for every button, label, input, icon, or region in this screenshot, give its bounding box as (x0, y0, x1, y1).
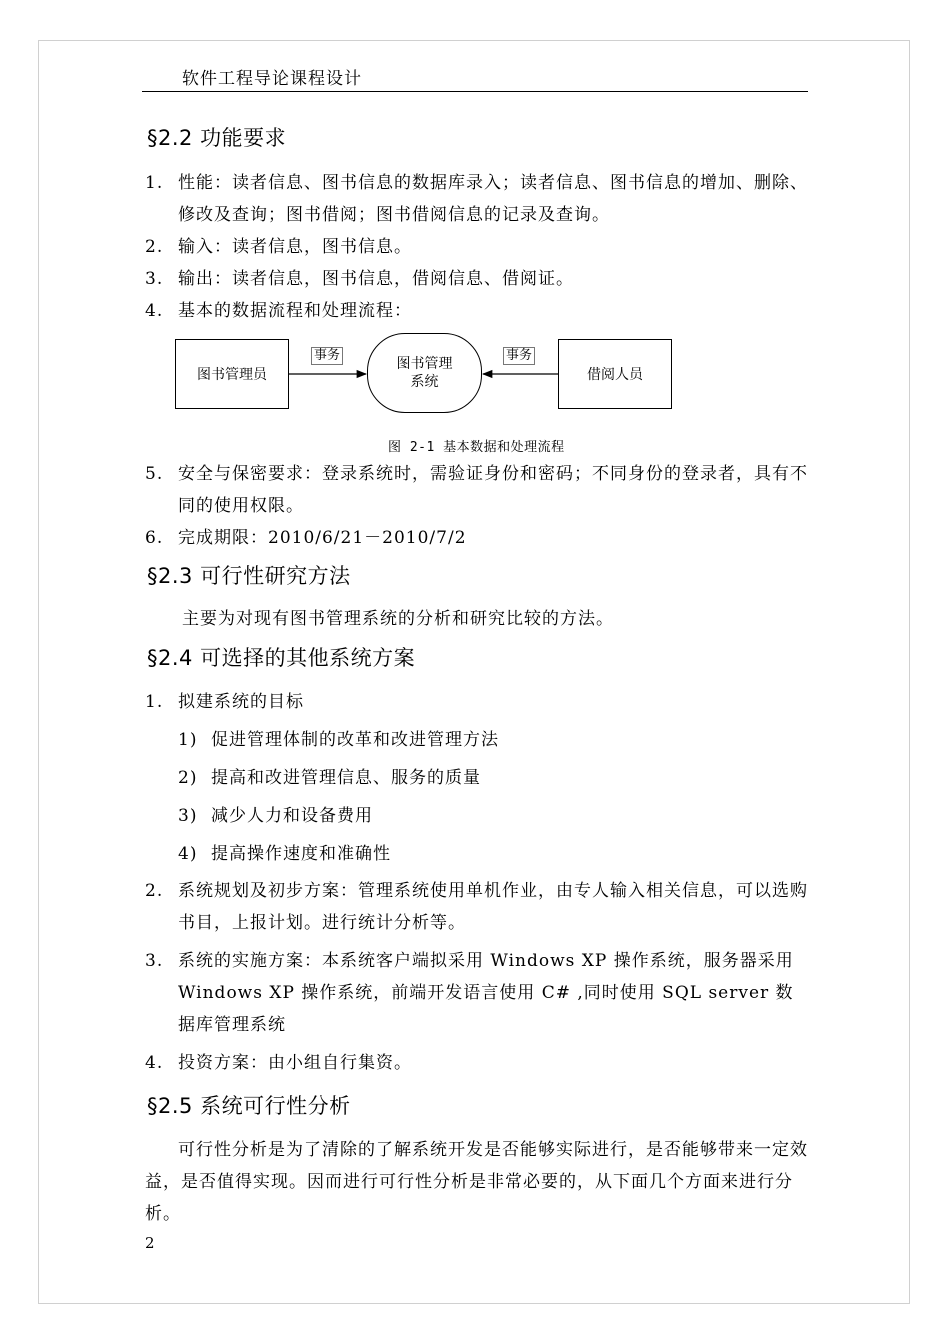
running-header: 软件工程导论课程设计 (182, 69, 362, 89)
list-text: 输出：读者信息，图书信息，借阅信息、借阅证。 (178, 269, 574, 289)
sub-list-number: 4) (178, 844, 198, 864)
list-text: 投资方案：由小组自行集资。 (178, 1053, 412, 1073)
diagram-oval-line1: 图书管理 (396, 356, 453, 372)
header-rule (142, 91, 808, 92)
sub-list-number: 3) (178, 806, 198, 826)
diagram-tag-left: 事务 (311, 347, 343, 365)
list-number: 3. (145, 269, 164, 289)
sub-list-text: 减少人力和设备费用 (211, 806, 373, 826)
list-text: 系统规划及初步方案：管理系统使用单机作业，由专人输入相关信息，可以选购书目，上报计划。进行统计分析等。 (178, 881, 808, 933)
sub-list-text: 提高操作速度和准确性 (211, 844, 391, 864)
diagram-box-borrower: 借阅人员 (558, 339, 672, 409)
sub-list-number: 2) (178, 768, 198, 788)
diagram-tag-right: 事务 (503, 347, 535, 365)
list-number: 4. (145, 301, 164, 321)
list-text: 系统的实施方案：本系统客户端拟采用 Windows XP 操作系统，服务器采用 Windows XP 操作系统，前端开发语言使用 C# ,同时使用 SQL server 数据库管理系统 (178, 951, 794, 1035)
list-text: 安全与保密要求：登录系统时，需验证身份和密码；不同身份的登录者，具有不同的使用权限。 (178, 464, 808, 516)
sub-list-number: 1) (178, 730, 198, 750)
list-text: 性能：读者信息、图书信息的数据库录入；读者信息、图书信息的增加、删除、修改及查询；图书借阅；图书借阅信息的记录及查询。 (178, 173, 808, 225)
list-number: 4. (145, 1053, 164, 1073)
paragraph: 主要为对现有图书管理系统的分析和研究比较的方法。 (182, 609, 614, 629)
diagram-oval-line2: 系统 (410, 374, 439, 390)
page-number: 2 (145, 1234, 155, 1252)
diagram-box-librarian: 图书管理员 (175, 339, 289, 409)
list-number: 1. (145, 173, 164, 193)
list-number: 2. (145, 237, 164, 257)
list-text: 拟建系统的目标 (178, 692, 304, 712)
figure-caption: 图 2-1 基本数据和处理流程 (388, 440, 565, 455)
list-number: 5. (145, 464, 164, 484)
section-heading-2-4: §2.4 可选择的其他系统方案 (147, 646, 416, 670)
list-number: 3. (145, 951, 164, 971)
section-heading-2-2: §2.2 功能要求 (147, 126, 287, 150)
diagram-oval-system (367, 333, 482, 413)
list-number: 2. (145, 881, 164, 901)
list-text: 完成期限：2010/6/21－2010/7/2 (178, 528, 467, 548)
paragraph: 可行性分析是为了清除的了解系统开发是否能够实际进行，是否能够带来一定效益，是否值得实现。因而进行可行性分析是非常必要的，从下面几个方面来进行分析。 (145, 1140, 808, 1224)
sub-list-text: 提高和改进管理信息、服务的质量 (211, 768, 481, 788)
list-number: 6. (145, 528, 164, 548)
section-heading-2-5: §2.5 系统可行性分析 (147, 1094, 351, 1118)
list-text: 基本的数据流程和处理流程： (178, 301, 412, 321)
sub-list-text: 促进管理体制的改革和改进管理方法 (211, 730, 499, 750)
list-number: 1. (145, 692, 164, 712)
list-text: 输入：读者信息，图书信息。 (178, 237, 412, 257)
section-heading-2-3: §2.3 可行性研究方法 (147, 564, 351, 588)
